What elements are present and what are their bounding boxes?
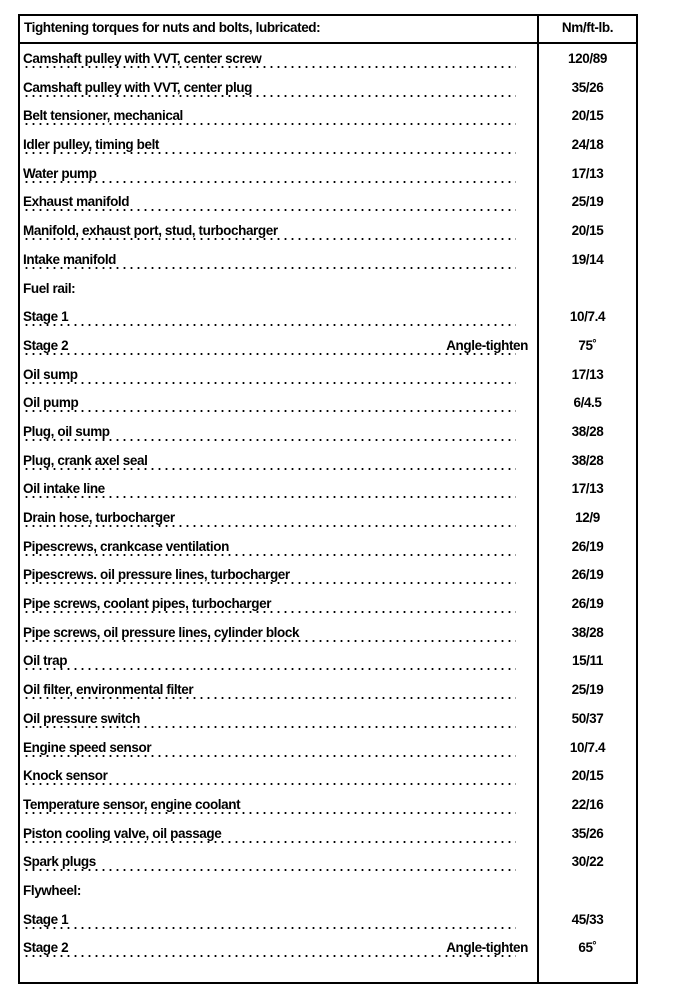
table-row <box>20 648 636 677</box>
table-row <box>20 419 636 448</box>
torque-value: 6/4.5 <box>573 395 602 411</box>
dot-leader <box>23 755 516 757</box>
row-label: Drain hose, turbocharger <box>23 510 179 525</box>
dot-leader <box>23 869 516 871</box>
table-row <box>20 448 636 477</box>
table-row <box>20 46 636 75</box>
row-label: Oil sump <box>23 367 82 382</box>
row-label: Oil pressure switch <box>23 711 144 726</box>
row-note: Angle-tighten <box>442 940 528 955</box>
torque-value: 38/28 <box>571 452 604 468</box>
row-label: Oil trap <box>23 653 71 668</box>
table-row <box>20 390 636 419</box>
dot-leader <box>23 209 516 211</box>
dot-leader <box>23 324 516 326</box>
torque-value: 12/9 <box>575 510 600 525</box>
torque-value: 38/28 <box>571 423 604 439</box>
table-row <box>20 821 636 850</box>
dot-leader <box>23 468 516 470</box>
row-label: Oil pump <box>23 395 82 410</box>
table-row <box>20 620 636 649</box>
unit-header: Nm/ft-lb. <box>561 20 614 35</box>
table-row <box>20 792 636 821</box>
dot-leader <box>23 668 516 670</box>
dot-leader <box>23 927 516 929</box>
torque-value: 120/89 <box>568 51 607 66</box>
row-label: Camshaft pulley with VVT, center plug <box>23 80 256 95</box>
row-label: Engine speed sensor <box>23 740 155 755</box>
row-label: Stage 2 <box>23 940 72 955</box>
table-row <box>20 591 636 620</box>
row-label: Pipescrews, crankcase ventilation <box>23 539 233 554</box>
row-label: Pipe screws, coolant pipes, turbocharger <box>23 596 275 611</box>
torque-value: 24/18 <box>571 137 604 153</box>
table-row <box>20 189 636 218</box>
torque-value: 26/19 <box>571 538 604 554</box>
torque-value: 19/14 <box>571 251 604 267</box>
table-row <box>20 907 636 936</box>
dot-leader <box>23 267 516 269</box>
torque-value: 30/22 <box>571 854 604 870</box>
table-row <box>20 476 636 505</box>
table-row <box>20 849 636 878</box>
table-row <box>20 362 636 391</box>
dot-leader <box>23 382 516 384</box>
row-label: Knock sensor <box>23 768 111 783</box>
row-label: Spark plugs <box>23 854 100 869</box>
dot-leader <box>23 812 516 814</box>
dot-leader <box>23 123 516 125</box>
row-label: Pipescrews. oil pressure lines, turbocharger <box>23 567 294 582</box>
torque-value: 15/11 <box>571 653 604 669</box>
dot-leader <box>23 783 516 785</box>
row-label: Stage 2 <box>23 338 72 353</box>
table-row <box>20 218 636 247</box>
table-row <box>20 562 636 591</box>
table-row <box>20 333 636 362</box>
torque-value: 75˚ <box>578 337 597 353</box>
dot-leader <box>23 152 516 154</box>
dot-leader <box>23 841 516 843</box>
row-label: Manifold, exhaust port, stud, turbocharger <box>23 223 282 238</box>
row-label: Stage 1 <box>23 309 72 324</box>
torque-value: 35/26 <box>571 825 604 841</box>
dot-leader <box>23 66 516 68</box>
table-row <box>20 878 636 907</box>
dot-leader <box>23 554 516 556</box>
table-row <box>20 161 636 190</box>
torque-value: 17/13 <box>571 165 604 181</box>
dot-leader <box>23 611 516 613</box>
dot-leader <box>23 525 516 527</box>
torque-value: 20/15 <box>571 223 604 239</box>
torque-value: 17/13 <box>571 366 604 382</box>
row-label: Piston cooling valve, oil passage <box>23 826 225 841</box>
torque-value: 20/15 <box>571 768 604 784</box>
torque-value: 35/26 <box>571 79 604 95</box>
row-label: Temperature sensor, engine coolant <box>23 797 244 812</box>
dot-leader <box>23 640 516 642</box>
dot-leader <box>23 697 516 699</box>
dot-leader <box>23 353 516 355</box>
torque-value: 45/33 <box>571 911 604 927</box>
row-label: Oil filter, environmental filter <box>23 682 197 697</box>
row-label: Intake manifold <box>23 252 120 267</box>
torque-value: 10/7.4 <box>569 739 606 755</box>
table-row <box>20 505 636 534</box>
row-label: Plug, crank axel seal <box>23 453 151 468</box>
table-row <box>20 677 636 706</box>
torque-value: 26/19 <box>571 596 604 612</box>
row-label: Pipe screws, oil pressure lines, cylinder block <box>23 625 303 640</box>
table-row <box>20 132 636 161</box>
dot-leader <box>23 955 516 957</box>
torque-value: 10/7.4 <box>569 309 606 325</box>
torque-value: 25/19 <box>571 194 604 210</box>
row-label: Fuel rail: <box>23 281 79 296</box>
table-row <box>20 304 636 333</box>
torque-value: 22/16 <box>571 796 604 812</box>
table-row <box>20 735 636 764</box>
torque-value: 20/15 <box>571 108 604 124</box>
torque-value: 25/19 <box>571 682 604 698</box>
row-label: Belt tensioner, mechanical <box>23 108 187 123</box>
row-label: Stage 1 <box>23 912 72 927</box>
dot-leader <box>23 582 516 584</box>
torque-table <box>18 14 638 984</box>
table-row <box>20 534 636 563</box>
table-row <box>20 75 636 104</box>
row-note: Angle-tighten <box>442 338 528 353</box>
table-row <box>20 247 636 276</box>
table-body <box>20 46 636 964</box>
torque-value: 50/37 <box>571 710 604 726</box>
torque-value: 26/19 <box>571 567 604 583</box>
dot-leader <box>23 726 516 728</box>
dot-leader <box>23 95 516 97</box>
table-row <box>20 935 636 964</box>
dot-leader <box>23 238 516 240</box>
dot-leader <box>23 496 516 498</box>
dot-leader <box>23 181 516 183</box>
row-label: Plug, oil sump <box>23 424 114 439</box>
row-label: Camshaft pulley with VVT, center screw <box>23 51 265 66</box>
row-label: Idler pulley, timing belt <box>23 137 163 152</box>
torque-value: 17/13 <box>571 481 604 497</box>
header-divider <box>20 42 636 44</box>
row-label: Oil intake line <box>23 481 109 496</box>
table-row <box>20 706 636 735</box>
table-row <box>20 103 636 132</box>
torque-value: 65˚ <box>578 940 597 956</box>
dot-leader <box>23 410 516 412</box>
table-row <box>20 276 636 305</box>
row-label: Water pump <box>23 166 101 181</box>
dot-leader <box>23 439 516 441</box>
torque-value: 38/28 <box>571 624 604 640</box>
table-row <box>20 763 636 792</box>
row-label: Flywheel: <box>23 883 85 898</box>
table-title: Tightening torques for nuts and bolts, lubricated: <box>24 20 321 35</box>
row-label: Exhaust manifold <box>23 194 133 209</box>
